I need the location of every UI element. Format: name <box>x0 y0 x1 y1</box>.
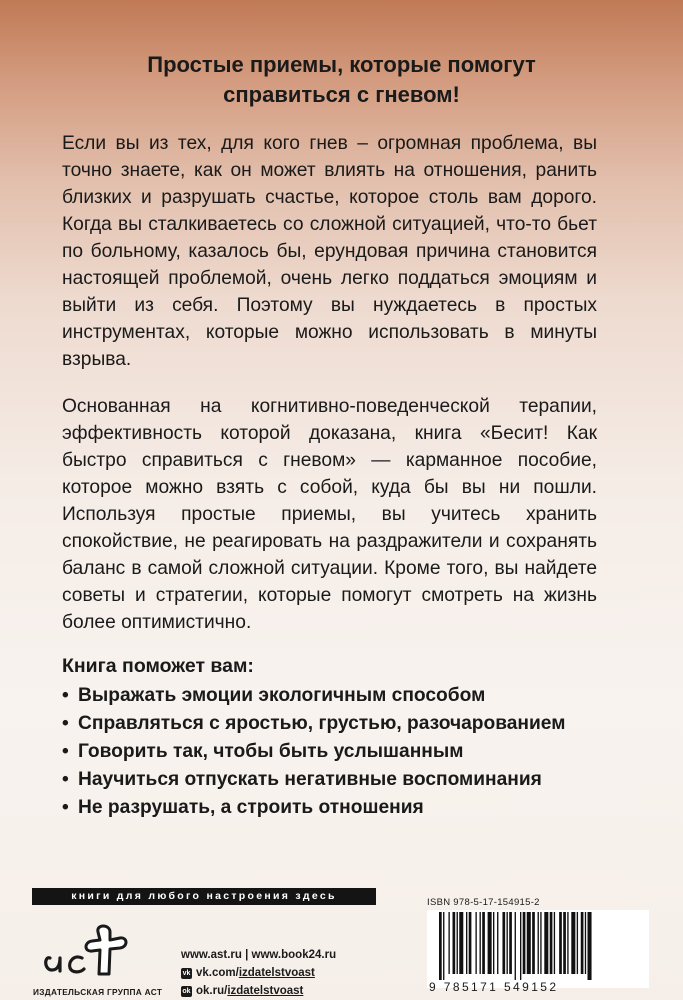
benefits-title: Книга поможет вам: <box>62 655 254 677</box>
ok-icon: ok <box>182 987 191 995</box>
ok-link[interactable] <box>181 982 336 1000</box>
vk-icon: vk <box>182 969 191 977</box>
barcode-bar <box>507 912 508 974</box>
vk-link[interactable] <box>181 964 336 982</box>
description-paragraph-2: Основанная на когнитивно-поведенческой терапии, эффективность которой доказана, книга «Бесит! Как быстро справиться с гневом» — карманное пособие, которое можно взять с собой, куда бы вы ни пошли. Используя простые приемы, вы учитесь хранить спокойствие, не реагировать на раздражители и сохранять баланс в самой сложной ситуации. Кроме того, вы найдете советы и стратегии, которые помогут смотреть на жизнь более оптимистично. <box>62 396 597 633</box>
websites-link[interactable]: www.ast.ru | www.book24.ru <box>181 949 337 961</box>
benefit-item <box>62 766 565 794</box>
vk-handle: izdatelstvoast <box>238 967 315 979</box>
barcode-bar <box>523 912 526 974</box>
barcode-bar <box>509 912 512 974</box>
barcode <box>427 910 649 994</box>
barcode-bar <box>567 912 568 974</box>
vk-prefix: vk.com/ <box>196 967 239 979</box>
back-cover-headline <box>40 50 643 110</box>
barcode-bar <box>559 912 562 974</box>
barcode-bar <box>475 912 476 974</box>
barcode-bar <box>480 912 481 974</box>
barcode-bar <box>577 912 578 974</box>
barcode-bar <box>515 912 516 980</box>
barcode-bar <box>469 912 472 974</box>
barcode-bar <box>459 912 463 974</box>
barcode-digits: 9 785171 549152 <box>429 980 559 994</box>
barcode-bar <box>585 912 586 974</box>
barcode-bar <box>581 912 584 974</box>
headline-line-1: Простые приемы, которые помогут <box>147 52 536 77</box>
barcode-bar <box>532 912 535 974</box>
benefits-list <box>62 682 565 822</box>
publisher-name: ИЗДАТЕЛЬСКАЯ ГРУППА АСТ <box>33 987 163 997</box>
bullet-icon: • <box>62 713 69 734</box>
barcode-bars-icon <box>439 912 639 980</box>
barcode-bar <box>497 912 498 974</box>
benefit-item <box>62 738 565 766</box>
barcode-bar <box>482 912 485 974</box>
benefit-text: Не разрушать, а строить отношения <box>78 797 424 818</box>
barcode-bar <box>466 912 467 974</box>
ok-prefix: ok.ru/ <box>196 985 228 997</box>
barcode-bar <box>488 912 492 974</box>
barcode-bar <box>540 912 541 974</box>
barcode-bar <box>448 912 449 974</box>
benefit-text: Справляться с яростью, грустью, разочарованием <box>78 713 566 734</box>
barcode-bar <box>520 912 521 980</box>
barcode-bar <box>443 912 444 980</box>
barcode-bar <box>439 912 442 980</box>
benefit-text: Говорить так, чтобы быть услышанным <box>78 741 464 762</box>
benefit-text: Выражать эмоции экологичным способом <box>78 685 486 706</box>
barcode-bar <box>493 912 494 974</box>
description-paragraph-1: Если вы из тех, для кого гнев – огромная проблема, вы точно знаете, как он может влиять на отношения, ранить близких и разрушать счастье, которое столь вам дорого. Когда вы сталкиваетесь со сложной ситуацией, что-то бьет по больному, казалось бы, ерундовая причина становится настоящей проблемой, очень легко поддаться эмоциям и выйти из себя. Поэтому вы нуждаетесь в простых инструментах, которые можно использовать в минуты взрыва. <box>62 133 597 370</box>
benefit-item <box>62 710 565 738</box>
barcode-bar <box>554 912 555 974</box>
publisher-links <box>181 946 336 1000</box>
barcode-bar <box>457 912 458 974</box>
bullet-icon: • <box>62 741 69 762</box>
bullet-icon: • <box>62 769 69 790</box>
bullet-icon: • <box>62 797 69 818</box>
isbn-label: ISBN 978-5-17-154915-2 <box>427 897 540 908</box>
ok-handle: izdatelstvoast <box>227 985 304 997</box>
benefit-item <box>62 794 565 822</box>
barcode-bar <box>588 912 592 980</box>
barcode-bar <box>453 912 456 974</box>
benefit-item <box>62 682 565 710</box>
barcode-bar <box>571 912 575 974</box>
ast-logo-icon <box>38 918 148 980</box>
barcode-bar <box>550 912 553 974</box>
benefit-text: Научиться отпускать негативные воспоминания <box>78 769 542 790</box>
headline-line-2: справиться с гневом! <box>223 82 460 107</box>
barcode-bar <box>563 912 566 974</box>
tagline-bar: книги для любого настроения здесь <box>32 888 376 905</box>
barcode-bar <box>538 912 539 974</box>
barcode-bar <box>544 912 548 974</box>
bullet-icon: • <box>62 685 69 706</box>
barcode-bar <box>527 912 531 974</box>
barcode-bar <box>502 912 505 974</box>
